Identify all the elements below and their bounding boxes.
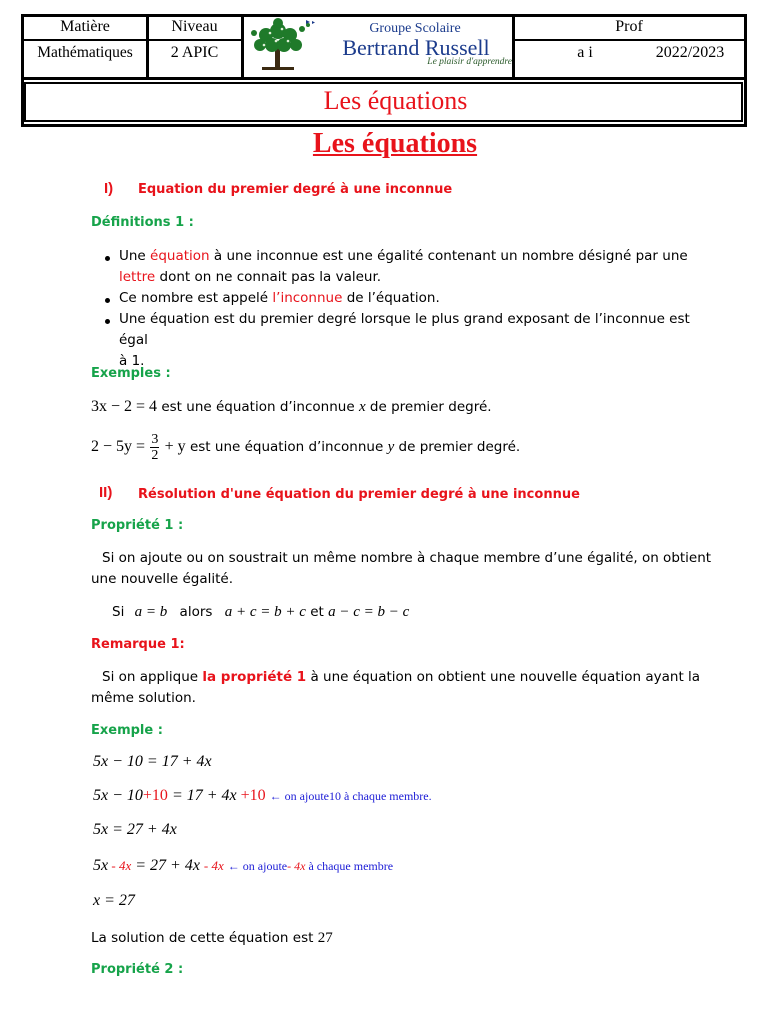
math-highlight: - 4x (108, 858, 132, 873)
math-expression: = 17 + 4x (167, 787, 241, 804)
example-1 (91, 396, 751, 418)
annotation-note: ← on ajoute (227, 859, 288, 873)
highlight-equation: équation (150, 248, 210, 264)
step-5: x = 27 (93, 892, 135, 909)
examples-heading: Exemples : (91, 366, 171, 381)
text: alors (179, 604, 213, 620)
definitions-heading: Définitions 1 : (91, 215, 194, 230)
matiere-label: Matière (60, 18, 110, 35)
text: Une (119, 248, 151, 264)
definition-item-1 (119, 246, 719, 288)
bullet-icon (105, 298, 110, 303)
denominator: 2 (151, 447, 159, 463)
property2-heading: Propriété 2 : (91, 962, 184, 977)
math-expression: 5x (93, 857, 109, 874)
text: à une inconnue est une égalité contenant un nombre désigné par une (209, 248, 688, 264)
math-expression: a − c = b − c (328, 604, 410, 620)
text: une nouvelle égalité. (91, 571, 234, 587)
math-expression: a = b (134, 604, 168, 620)
property1-text (91, 548, 731, 590)
text: Si (112, 604, 125, 620)
text: et (310, 604, 324, 620)
page-title: Les équations (312, 128, 478, 159)
prof-label: Prof (615, 18, 643, 35)
header-divider (21, 39, 243, 41)
niveau-label: Niveau (171, 18, 218, 35)
highlight-propriete: la propriété 1 (202, 669, 307, 685)
annotation-note: ← on ajoute10 à chaque membre. (269, 789, 432, 803)
example-heading: Exemple : (91, 723, 163, 738)
niveau-value: 2 APIC (170, 44, 219, 61)
text: de premier degré. (365, 399, 492, 415)
property1-heading: Propriété 1 : (91, 518, 184, 533)
bullet-icon (105, 319, 110, 324)
text: même solution. (91, 690, 196, 706)
text: de l’équation. (342, 290, 440, 306)
section2-number: II) (99, 484, 113, 501)
text: est une équation d’inconnue (185, 439, 388, 455)
step-1: 5x − 10 = 17 + 4x (93, 753, 212, 770)
math-expression: 3x − 2 = 4 (91, 398, 158, 415)
math-expression: 5x − 10 (93, 787, 143, 804)
definition-item-2 (119, 288, 719, 309)
fraction (150, 432, 159, 463)
math-expression: a + c = b + c (224, 604, 306, 620)
highlight-lettre: lettre (119, 269, 156, 285)
example-2 (91, 430, 751, 464)
math-variable: y (387, 439, 395, 455)
school-year: 2022/2023 (655, 44, 725, 61)
highlight-inconnue: l’inconnue (272, 290, 343, 306)
text: à 1. (119, 353, 145, 369)
school-name-line2: Bertrand Russell (342, 35, 490, 60)
definition-item-3 (119, 309, 719, 372)
matiere-value: Mathématiques (37, 44, 133, 61)
header-divider (21, 77, 747, 80)
text: Ce nombre est appelé (119, 290, 273, 306)
step-2 (93, 787, 432, 805)
school-tagline: Le plaisir d'apprendre (427, 57, 512, 67)
solution-value: 27 (317, 930, 333, 946)
math-highlight: - 4x (203, 858, 224, 873)
numerator: 3 (151, 431, 159, 447)
math-expression: 2 − 5y = (91, 438, 146, 455)
header-title: Les équations (323, 86, 468, 115)
step-3: 5x = 27 + 4x (93, 821, 177, 838)
header-divider (513, 39, 747, 41)
text: La solution de cette équation est (91, 930, 318, 946)
remark1-text (91, 667, 731, 709)
math-highlight: +10 (240, 787, 266, 804)
math-highlight: +10 (142, 787, 168, 804)
text: dont on ne connait pas la valeur. (155, 269, 382, 285)
text: Une équation est du premier degré lorsque le plus grand exposant de l’inconnue est égal (119, 311, 690, 348)
section1-title: Equation du premier degré à une inconnue (138, 182, 453, 197)
prof-value: a i (577, 44, 593, 61)
text: est une équation d’inconnue (157, 399, 359, 415)
annotation-highlight: - 4x (287, 859, 306, 873)
step-4 (93, 857, 393, 875)
bullet-icon (105, 256, 110, 261)
remark1-heading: Remarque 1: (91, 637, 185, 652)
math-expression: = 27 + 4x (131, 857, 204, 874)
tree-logo-icon (248, 17, 318, 73)
text: Si on ajoute ou on soustrait un même nombre à chaque membre d’une égalité, on obtient (102, 550, 712, 566)
annotation-note: à chaque membre (305, 859, 394, 873)
text: Si on applique (102, 669, 203, 685)
math-expression: + y (164, 438, 186, 455)
header-divider (241, 14, 244, 78)
school-name-line1: Groupe Scolaire (369, 21, 461, 36)
text: de premier degré. (394, 439, 521, 455)
section1-number: I) (104, 180, 114, 197)
math-variable: x (358, 399, 366, 415)
text: à une équation on obtient une nouvelle équation ayant la (306, 669, 701, 685)
section2-title: Résolution d'une équation du premier degré à une inconnue (138, 487, 580, 502)
property1-formula (112, 602, 532, 623)
solution-line (91, 928, 591, 949)
